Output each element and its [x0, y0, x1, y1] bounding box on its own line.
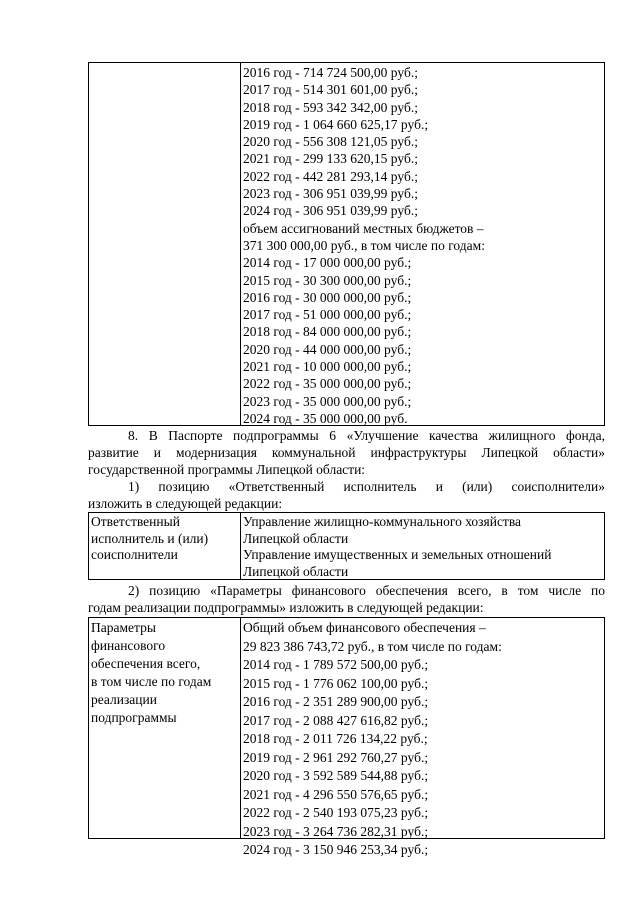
funding-table-continuation	[88, 62, 605, 426]
table-line: 2018 год - 2 011 726 134,22 руб.;	[243, 731, 428, 746]
table-line: 29 823 386 743,72 руб., в том числе по годам:	[243, 638, 502, 654]
paragraph-line: изложить в следующей редакции:	[88, 496, 283, 511]
table-line: 2021 год - 299 133 620,15 руб.;	[243, 151, 418, 167]
paragraph-line: 1) позицию «Ответственный исполнитель и (или) соисполнители»	[128, 479, 605, 494]
paragraph-subitem-1	[88, 478, 605, 512]
table-line: 2018 год - 84 000 000,00 руб.;	[243, 324, 412, 340]
table-line: 2021 год - 10 000 000,00 руб.;	[243, 359, 412, 375]
paragraph-subitem-2	[88, 582, 605, 616]
responsible-executor-table	[88, 512, 605, 580]
paragraph-line: 2) позицию «Параметры финансового обеспечения всего, в том числе по	[128, 583, 605, 598]
table-line: 2016 год - 30 000 000,00 руб.;	[243, 289, 412, 305]
table-line: 2024 год - 35 000 000,00 руб.	[243, 410, 408, 426]
paragraph-line: развитие и модернизация коммунальной инфраструктуры Липецкой области»	[88, 445, 605, 460]
table-line: 2023 год - 35 000 000,00 руб.;	[243, 393, 412, 409]
table-right-cell	[241, 63, 604, 425]
table-line: объем ассигнований местных бюджетов –	[243, 220, 484, 236]
table-line: 2022 год - 442 281 293,14 руб.;	[243, 168, 418, 184]
table-line: Липецкой области	[243, 563, 349, 579]
table-left-cell	[89, 63, 241, 425]
table-line: 2014 год - 1 789 572 500,00 руб.;	[243, 657, 429, 672]
table-line: 2020 год - 3 592 589 544,88 руб.;	[243, 768, 429, 783]
table-label: соисполнители	[91, 547, 178, 562]
table-label: исполнитель и (или)	[91, 530, 209, 546]
table-line: 2019 год - 1 064 660 625,17 руб.;	[243, 116, 429, 132]
paragraph-line: годам реализации подпрограммы» изложить в следующей редакции:	[88, 600, 484, 615]
paragraph-line: 8. В Паспорте подпрограммы 6 «Улучшение качества жилищного фонда,	[128, 428, 605, 443]
table-line: 2024 год - 306 951 039,99 руб.;	[243, 203, 418, 219]
table-left-cell	[89, 513, 241, 579]
table-right-cell	[241, 513, 604, 579]
table-label: Параметры	[91, 620, 156, 635]
table-left-cell	[89, 618, 241, 838]
table-line: 2017 год - 514 301 601,00 руб.;	[243, 82, 418, 98]
table-line: 2023 год - 306 951 039,99 руб.;	[243, 186, 418, 202]
table-line: Управление имущественных и земельных отношений	[243, 547, 552, 562]
paragraph-line: государственной программы Липецкой области:	[88, 462, 366, 477]
table-line: 2020 год - 44 000 000,00 руб.;	[243, 341, 412, 357]
table-line: 2019 год - 2 961 292 760,27 руб.;	[243, 749, 429, 765]
table-line: 2018 год - 593 342 342,00 руб.;	[243, 99, 418, 115]
table-line: 2021 год - 4 296 550 576,65 руб.;	[243, 786, 429, 802]
table-right-cell	[241, 618, 604, 857]
table-label: реализации	[91, 692, 157, 707]
table-line: 371 300 000,00 руб., в том числе по годам:	[243, 237, 485, 253]
table-line: 2016 год - 714 724 500,00 руб.;	[243, 65, 418, 80]
table-line: Липецкой области	[243, 530, 349, 546]
table-label: подпрограммы	[91, 710, 177, 725]
table-line: 2022 год - 2 540 193 075,23 руб.;	[243, 805, 429, 820]
table-line: 2020 год - 556 308 121,05 руб.;	[243, 134, 418, 150]
table-label: обеспечения всего,	[91, 656, 201, 671]
table-line: 2017 год - 2 088 427 616,82 руб.;	[243, 712, 429, 728]
table-label: в том числе по годам	[91, 674, 212, 689]
table-label: Ответственный	[91, 514, 180, 529]
table-line: 2023 год - 3 264 736 282,31 руб.;	[243, 823, 429, 839]
table-line: 2022 год - 35 000 000,00 руб.;	[243, 376, 412, 392]
table-line: 2014 год - 17 000 000,00 руб.;	[243, 255, 412, 271]
paragraph-item-8	[88, 427, 605, 478]
table-line: 2017 год - 51 000 000,00 руб.;	[243, 307, 412, 323]
table-line: 2016 год - 2 351 289 900,00 руб.;	[243, 694, 429, 709]
table-line: Общий объем финансового обеспечения –	[243, 620, 486, 635]
table-line: 2024 год - 3 150 946 253,34 руб.;	[243, 842, 429, 857]
financing-parameters-table	[88, 617, 605, 857]
table-line: 2015 год - 30 300 000,00 руб.;	[243, 272, 412, 288]
table-line: 2015 год - 1 776 062 100,00 руб.;	[243, 675, 429, 691]
table-label: финансового	[91, 638, 166, 653]
table-line: Управление жилищно-коммунального хозяйства	[243, 514, 522, 529]
